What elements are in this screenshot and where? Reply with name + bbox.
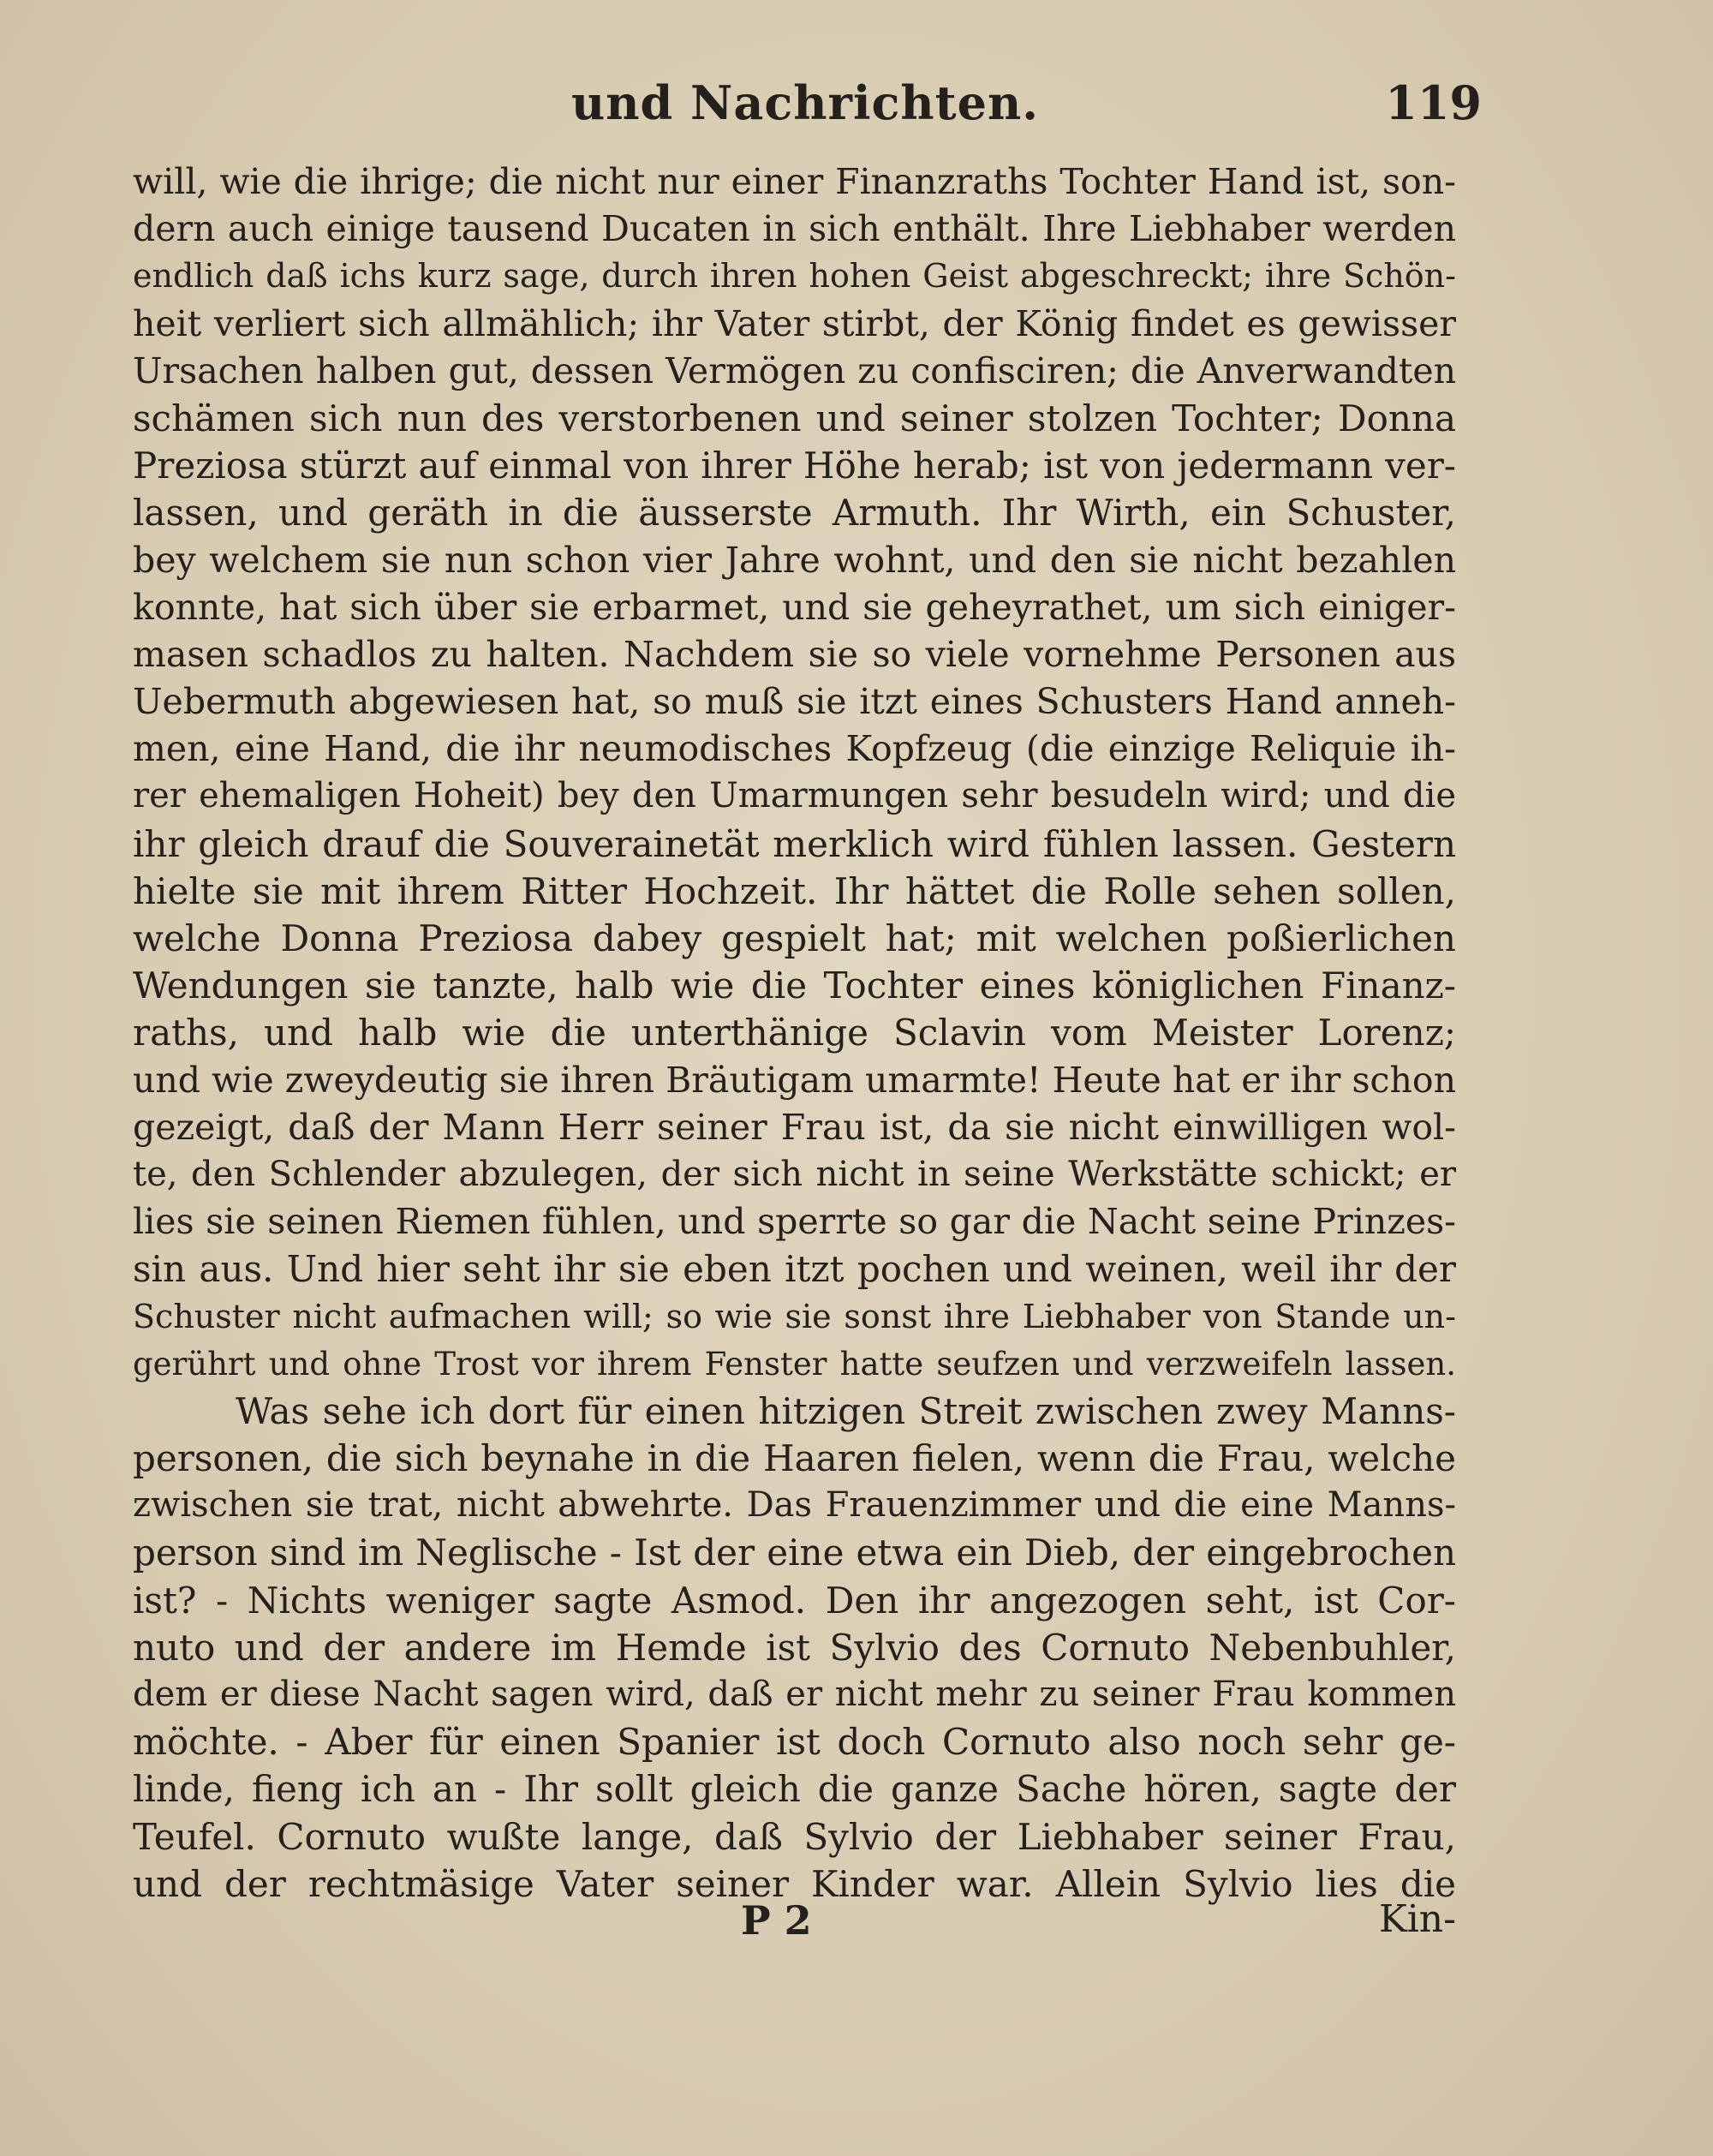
text-line: lassen, und geräth in die äusserste Armuth. Ihr Wirth, ein Schuster, (133, 492, 1456, 535)
text-line: zwischen sie trat, nicht abwehrte. Das Frauenzimmer und die eine Manns- (133, 1485, 1456, 1526)
text-line: nuto und der andere im Hemde ist Sylvio des Cornuto Nebenbuhler, (133, 1626, 1456, 1669)
page-header (137, 75, 1482, 144)
page-number: 119 (1385, 75, 1482, 130)
catchword: Kin- (1378, 1897, 1456, 1941)
text-line: rer ehemaligen Hoheit) bey den Umarmungen sehr besudeln wird; und die (133, 776, 1456, 816)
text-line: Teufel. Cornuto wußte lange, daß Sylvio der Liebhaber seiner Frau, (133, 1815, 1456, 1858)
text-line: personen, die sich beynahe in die Haaren fielen, wenn die Frau, welche (133, 1437, 1456, 1480)
page-footer (133, 1897, 1456, 1957)
text-line: te, den Schlender abzulegen, der sich nicht in seine Werkstätte schickt; er (133, 1154, 1456, 1194)
text-line: will, wie die ihrige; die nicht nur einer Finanzraths Tochter Hand ist, son- (133, 161, 1456, 202)
text-line: Ursachen halben gut, dessen Vermögen zu confisciren; die Anverwandten (133, 349, 1456, 391)
text-line: und wie zweydeutig sie ihren Bräutigam umarmte! Heute hat er ihr schon (133, 1059, 1456, 1101)
text-line: Preziosa stürzt auf einmal von ihrer Höhe herab; ist von jedermann ver- (133, 445, 1456, 487)
text-line: masen schadlos zu halten. Nachdem sie so viele vornehme Personen aus (133, 633, 1456, 675)
text-line: schämen sich nun des verstorbenen und seiner stolzen Tochter; Donna (133, 397, 1456, 439)
text-line: Schuster nicht aufmachen will; so wie sie sonst ihre Liebhaber von Stande un- (133, 1297, 1456, 1335)
body-text (133, 158, 1456, 1908)
text-line: hielte sie mit ihrem Ritter Hochzeit. Ihr hättet die Rolle sehen sollen, (133, 869, 1456, 912)
text-line: Uebermuth abgewiesen hat, so muß sie itzt eines Schusters Hand anneh- (133, 681, 1456, 723)
text-line: Was sehe ich dort für einen hitzigen Streit zwischen zwey Manns- (236, 1389, 1456, 1432)
text-line: gezeigt, daß der Mann Herr seiner Frau ist, da sie nicht einwilligen wol- (133, 1106, 1456, 1148)
text-line: lies sie seinen Riemen fühlen, und sperrte so gar die Nacht seine Prinzes- (133, 1201, 1456, 1243)
text-line: linde, fieng ich an - Ihr sollt gleich die ganze Sache hören, sagte der (133, 1768, 1456, 1811)
text-line: und der rechtmäsige Vater seiner Kinder war. Allein Sylvio lies die (133, 1862, 1456, 1905)
text-line: person sind im Neglische - Ist der eine etwa ein Dieb, der eingebrochen (133, 1532, 1456, 1574)
running-head: und Nachrichten. (570, 75, 1040, 130)
text-line: Wendungen sie tanzte, halb wie die Tochter eines königlichen Finanz- (133, 965, 1456, 1007)
text-line: heit verliert sich allmählich; ihr Vater stirbt, der König findet es gewisser (133, 302, 1456, 344)
signature-mark: P 2 (741, 1897, 812, 1944)
text-line: sin aus. Und hier seht ihr sie eben itzt pochen und weinen, weil ihr der (133, 1248, 1456, 1291)
text-line: welche Donna Preziosa dabey gespielt hat; mit welchen poßierlichen (133, 917, 1456, 959)
text-line: ihr gleich drauf die Souverainetät merklich wird fühlen lassen. Gestern (133, 822, 1456, 865)
text-line: bey welchem sie nun schon vier Jahre wohnt, und den sie nicht bezahlen (133, 539, 1456, 581)
text-line: konnte, hat sich über sie erbarmet, und sie geheyrathet, um sich einiger- (133, 586, 1456, 628)
text-line: men, eine Hand, die ihr neumodisches Kopfzeug (die einzige Reliquie ih- (133, 728, 1456, 770)
text-line: raths, und halb wie die unterthänige Sclavin vom Meister Lorenz; (133, 1012, 1456, 1054)
text-line: gerührt und ohne Trost vor ihrem Fenster hatte seufzen und verzweifeln lassen. (133, 1345, 1456, 1383)
text-line: dem er diese Nacht sagen wird, daß er nicht mehr zu seiner Frau kommen (133, 1675, 1456, 1714)
text-line: ist? - Nichts weniger sagte Asmod. Den ihr angezogen seht, ist Cor- (133, 1579, 1456, 1621)
text-line: dern auch einige tausend Ducaten in sich enthält. Ihre Liebhaber werden (133, 208, 1456, 250)
text-line: möchte. - Aber für einen Spanier ist doch Cornuto also noch sehr ge- (133, 1721, 1456, 1764)
text-line: endlich daß ichs kurz sage, durch ihren hohen Geist abgeschreckt; ihre Schön- (133, 257, 1456, 296)
